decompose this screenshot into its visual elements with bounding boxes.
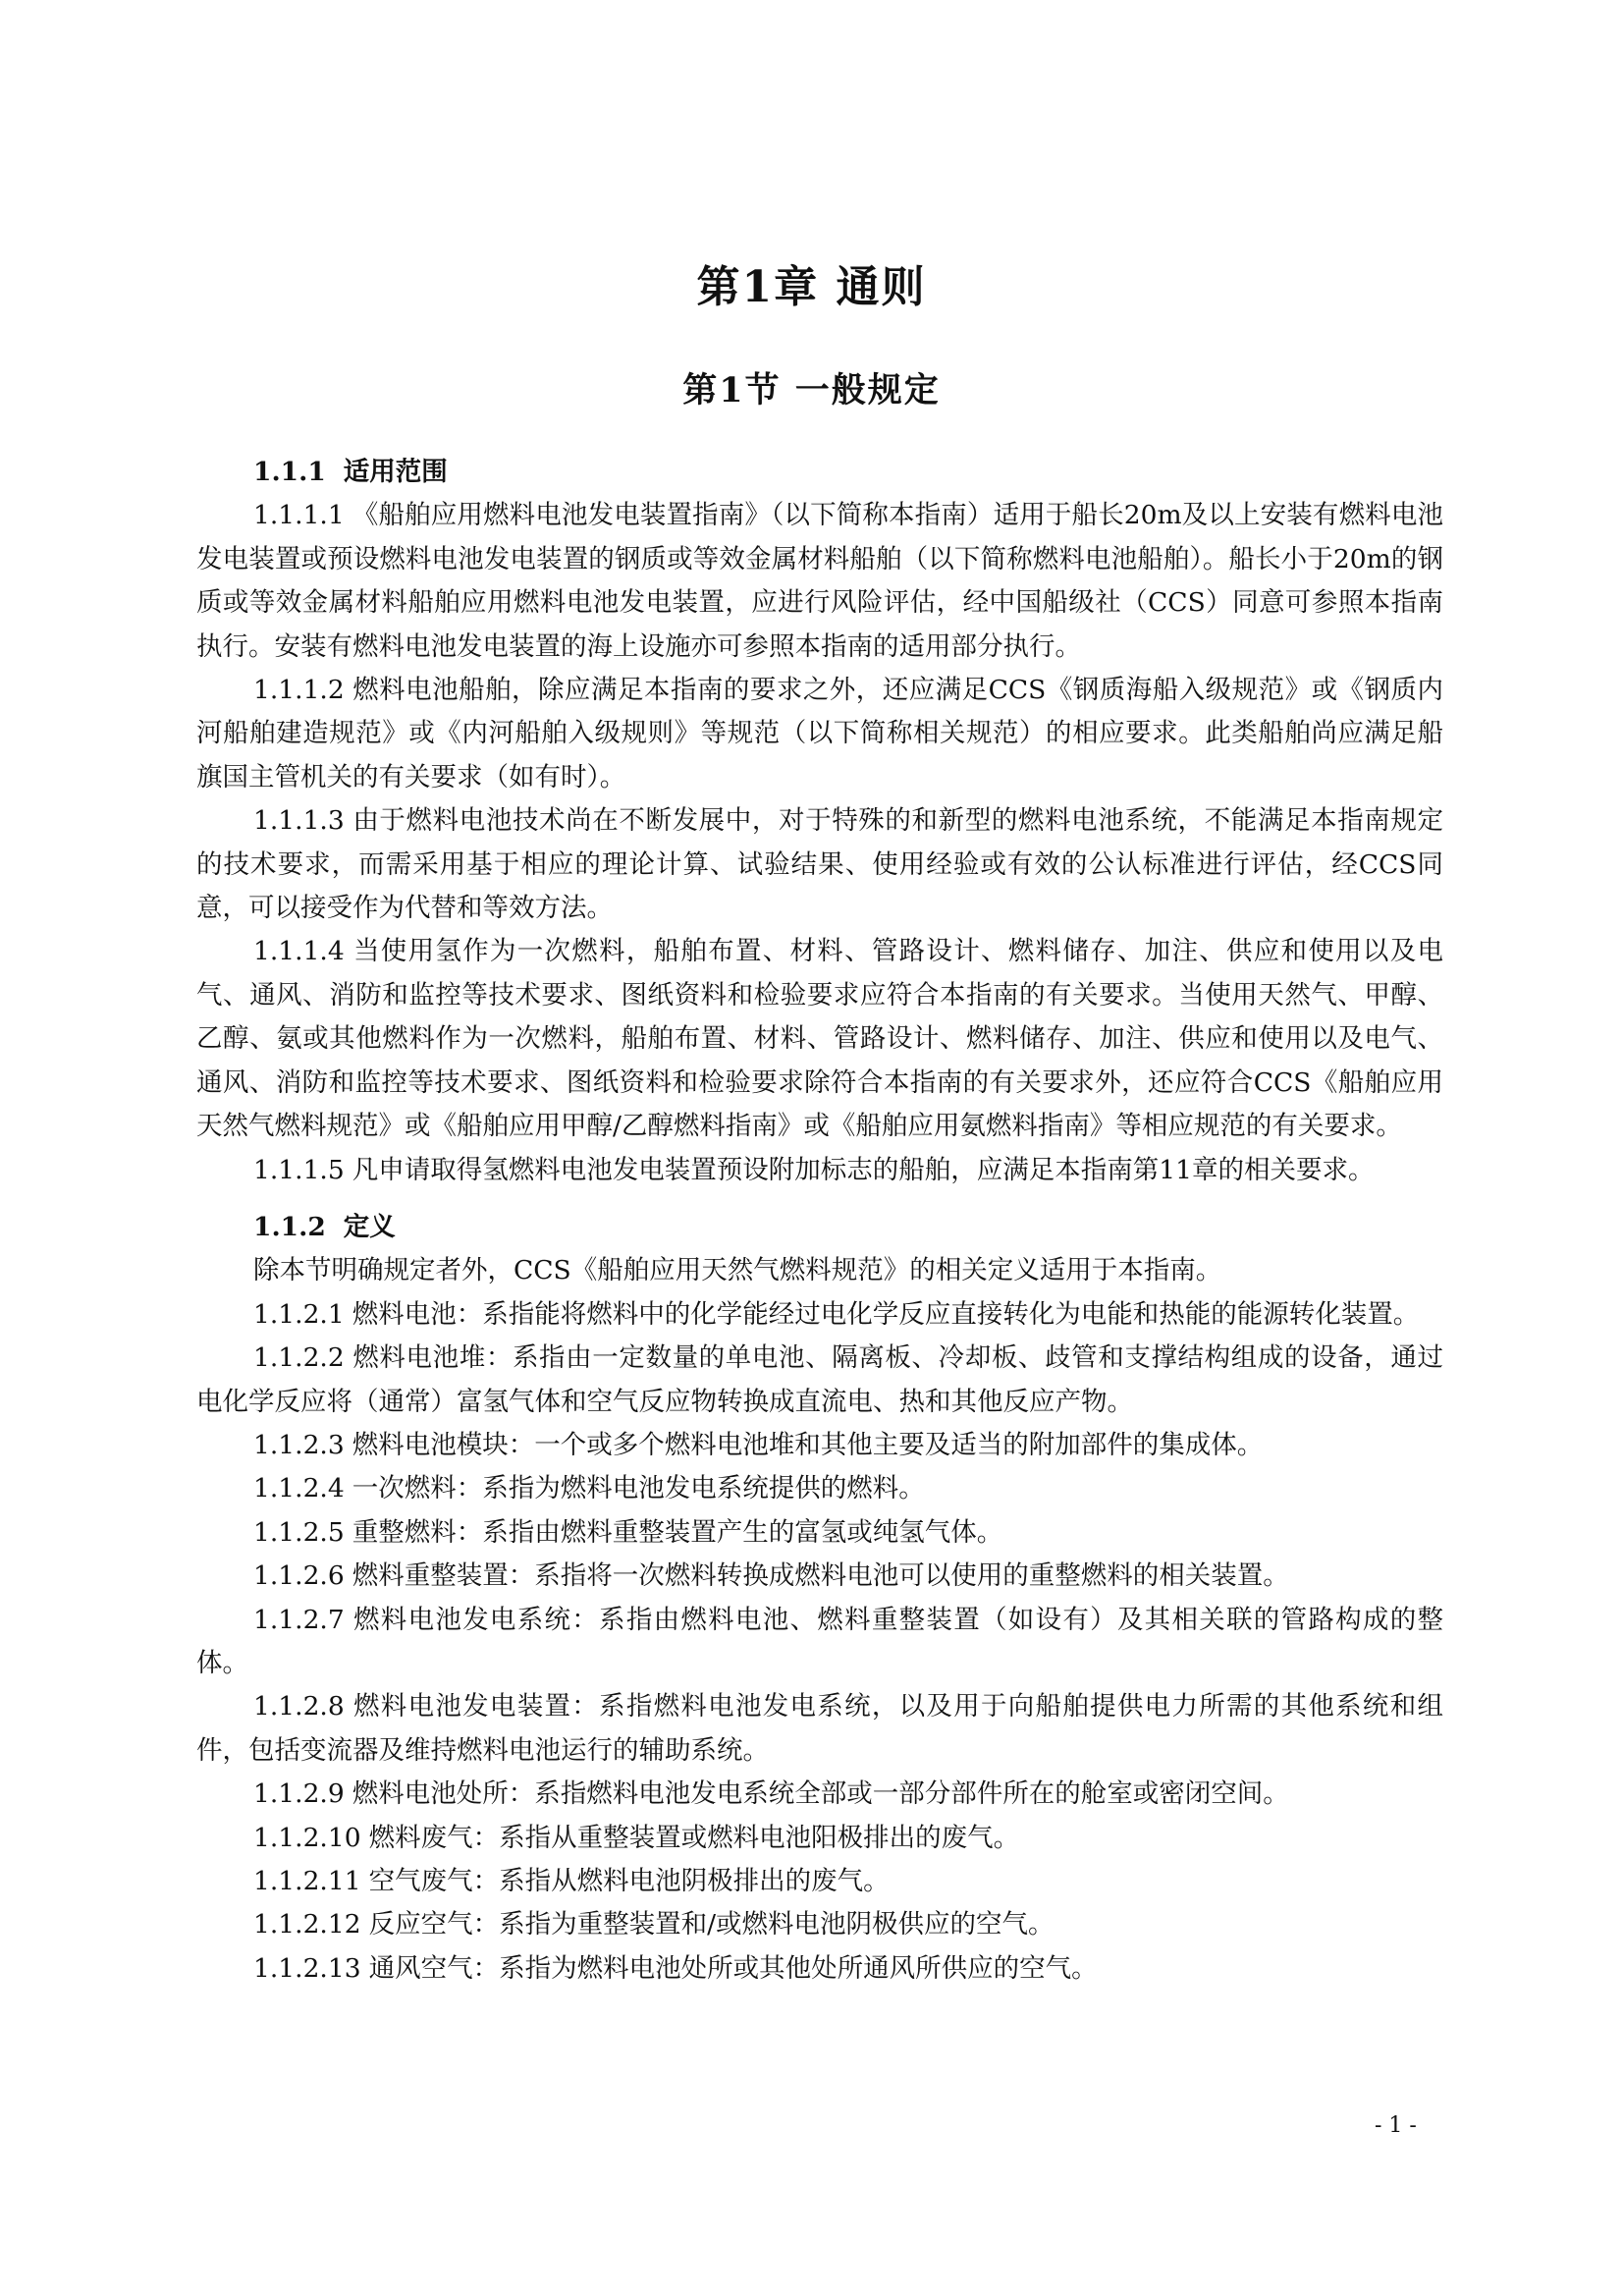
clause-number: 1.1.1.1 bbox=[253, 500, 345, 531]
clause-paragraph bbox=[196, 1293, 1443, 1337]
clause-text: 燃料废气：系指从重整装置或燃料电池阳极排出的废气。 bbox=[368, 1822, 1020, 1853]
clause-number: 1.1.2.3 bbox=[253, 1429, 345, 1460]
clause-paragraph bbox=[196, 1685, 1443, 1773]
clause-paragraph bbox=[196, 930, 1443, 1148]
clause-text: 燃料电池船舶，除应满足本指南的要求之外，还应满足CCS《钢质海船入级规范》或《钢质内河船舶建造规范》或《内河船舶入级规则》等规范（以下简称相关规范）的相应要求。此类船舶尚应满足船旗国主管机关的有关要求（如有时）。 bbox=[196, 675, 1443, 793]
clause-number: 1.1.2.10 bbox=[253, 1822, 361, 1853]
clause-number: 1.1.2.11 bbox=[253, 1866, 361, 1896]
clause-number: 1.1.2.12 bbox=[253, 1909, 361, 1941]
clause-paragraph bbox=[196, 1337, 1443, 1424]
clause-text: 燃料电池堆：系指由一定数量的单电池、隔离板、冷却板、歧管和支撑结构组成的设备，通过电化学反应将（通常）富氢气体和空气反应物转换成直流电、热和其他反应产物。 bbox=[196, 1342, 1443, 1417]
subsection-heading bbox=[196, 1206, 1443, 1249]
clause-text: 燃料电池模块：一个或多个燃料电池堆和其他主要及适当的附加部件的集成体。 bbox=[352, 1429, 1264, 1460]
subsection-number: 1.1.2 bbox=[253, 1211, 326, 1242]
clause-text: 由于燃料电池技术尚在不断发展中，对于特殊的和新型的燃料电池系统，不能满足本指南规定的技术要求，而需采用基于相应的理论计算、试验结果、使用经验或有效的公认标准进行评估，经CCS同意，可以接受作为代替和等效方法。 bbox=[196, 805, 1443, 924]
clause-number: 1.1.1.3 bbox=[253, 805, 345, 837]
clause-text: 《船舶应用燃料电池发电装置指南》（以下简称本指南）适用于船长20m及以上安装有燃料电池发电装置或预设燃料电池发电装置的钢质或等效金属材料船舶（以下简称燃料电池船舶）。船长小于20m的钢质或等效金属材料船舶应用燃料电池发电装置，应进行风险评估，经中国船级社（CCS）同意可参照本指南执行。安装有燃料电池发电装置的海上设施亦可参照本指南的适用部分执行。 bbox=[196, 500, 1443, 662]
clause-text: 通风空气：系指为燃料电池处所或其他处所通风所供应的空气。 bbox=[368, 1952, 1098, 1984]
clause-number: 1.1.1.2 bbox=[253, 675, 345, 706]
section-title: 第1节 一般规定 bbox=[682, 370, 941, 410]
clause-number: 1.1.2.7 bbox=[253, 1604, 345, 1635]
clause-number: 1.1.2.8 bbox=[253, 1691, 345, 1722]
section-spacer bbox=[196, 1192, 1443, 1206]
subsection-intro: 除本节明确规定者外，CCS《船舶应用天然气燃料规范》的相关定义适用于本指南。 bbox=[253, 1255, 1222, 1286]
clause-text: 当使用氢作为一次燃料，船舶布置、材料、管路设计、燃料储存、加注、供应和使用以及电气、通风、消防和监控等技术要求、图纸资料和检验要求应符合本指南的有关要求。当使用天然气、甲醇、乙醇、氨或其他燃料作为一次燃料，船舶布置、材料、管路设计、燃料储存、加注、供应和使用以及电气、通风、消防和监控等技术要求、图纸资料和检验要求除符合本指南的有关要求外，还应符合CCS《船舶应用天然气燃料规范》或《船舶应用甲醇/乙醇燃料指南》或《船舶应用氨燃料指南》等相应规范的有关要求。 bbox=[196, 936, 1443, 1142]
clause-text: 反应空气：系指为重整装置和/或燃料电池阴极供应的空气。 bbox=[368, 1909, 1055, 1941]
clause-paragraph bbox=[196, 799, 1443, 930]
chapter-title: 第1章 通则 bbox=[696, 262, 927, 312]
clause-number: 1.1.2.4 bbox=[253, 1473, 345, 1504]
clause-paragraph bbox=[196, 1903, 1443, 1946]
subsection-heading bbox=[196, 451, 1443, 494]
clause-number: 1.1.2.9 bbox=[253, 1778, 345, 1810]
subsection-heading-text: 定义 bbox=[343, 1211, 396, 1242]
clause-number: 1.1.1.4 bbox=[253, 936, 345, 967]
clause-paragraph bbox=[196, 1773, 1443, 1816]
page-number: - 1 - bbox=[1375, 2113, 1417, 2138]
clause-text: 燃料电池发电装置：系指燃料电池发电系统，以及用于向船舶提供电力所需的其他系统和组件，包括变流器及维持燃料电池运行的辅助系统。 bbox=[196, 1691, 1443, 1766]
clause-number: 1.1.2.2 bbox=[253, 1342, 345, 1374]
clause-text: 空气废气：系指从燃料电池阴极排出的废气。 bbox=[368, 1866, 890, 1896]
clause-text: 燃料重整装置：系指将一次燃料转换成燃料电池可以使用的重整燃料的相关装置。 bbox=[352, 1560, 1289, 1592]
clause-number: 1.1.2.5 bbox=[253, 1516, 345, 1548]
clause-number: 1.1.2.1 bbox=[253, 1298, 345, 1330]
clause-text: 燃料电池处所：系指燃料电池发电系统全部或一部分部件所在的舱室或密闭空间。 bbox=[352, 1778, 1289, 1810]
clause-paragraph bbox=[196, 1860, 1443, 1903]
clause-text: 重整燃料：系指由燃料重整装置产生的富氢或纯氢气体。 bbox=[352, 1516, 1003, 1548]
clause-text: 燃料电池发电系统：系指由燃料电池、燃料重整装置（如设有）及其相关联的管路构成的整体。 bbox=[196, 1604, 1443, 1678]
clause-paragraph bbox=[196, 1424, 1443, 1467]
subsection-number: 1.1.1 bbox=[253, 457, 326, 487]
clause-number: 1.1.1.5 bbox=[253, 1154, 345, 1185]
clause-paragraph bbox=[196, 1149, 1443, 1192]
subsection-1-1-1 bbox=[196, 451, 1443, 1991]
clause-paragraph bbox=[196, 669, 1443, 799]
clause-paragraph bbox=[196, 494, 1443, 669]
subsection-heading-text: 适用范围 bbox=[343, 457, 448, 487]
clause-paragraph bbox=[196, 1947, 1443, 1991]
clause-text: 凡申请取得氢燃料电池发电装置预设附加标志的船舶，应满足本指南第11章的相关要求。 bbox=[352, 1154, 1375, 1185]
clause-paragraph bbox=[196, 1817, 1443, 1860]
clause-text: 一次燃料：系指为燃料电池发电系统提供的燃料。 bbox=[352, 1473, 925, 1504]
clause-paragraph bbox=[196, 1467, 1443, 1510]
clause-paragraph bbox=[196, 1555, 1443, 1598]
clause-paragraph bbox=[196, 1511, 1443, 1555]
clause-text: 燃料电池：系指能将燃料中的化学能经过电化学反应直接转化为电能和热能的能源转化装置。 bbox=[352, 1298, 1420, 1330]
clause-number: 1.1.2.6 bbox=[253, 1560, 345, 1592]
clause-number: 1.1.2.13 bbox=[253, 1952, 361, 1984]
clause-paragraph bbox=[196, 1599, 1443, 1686]
